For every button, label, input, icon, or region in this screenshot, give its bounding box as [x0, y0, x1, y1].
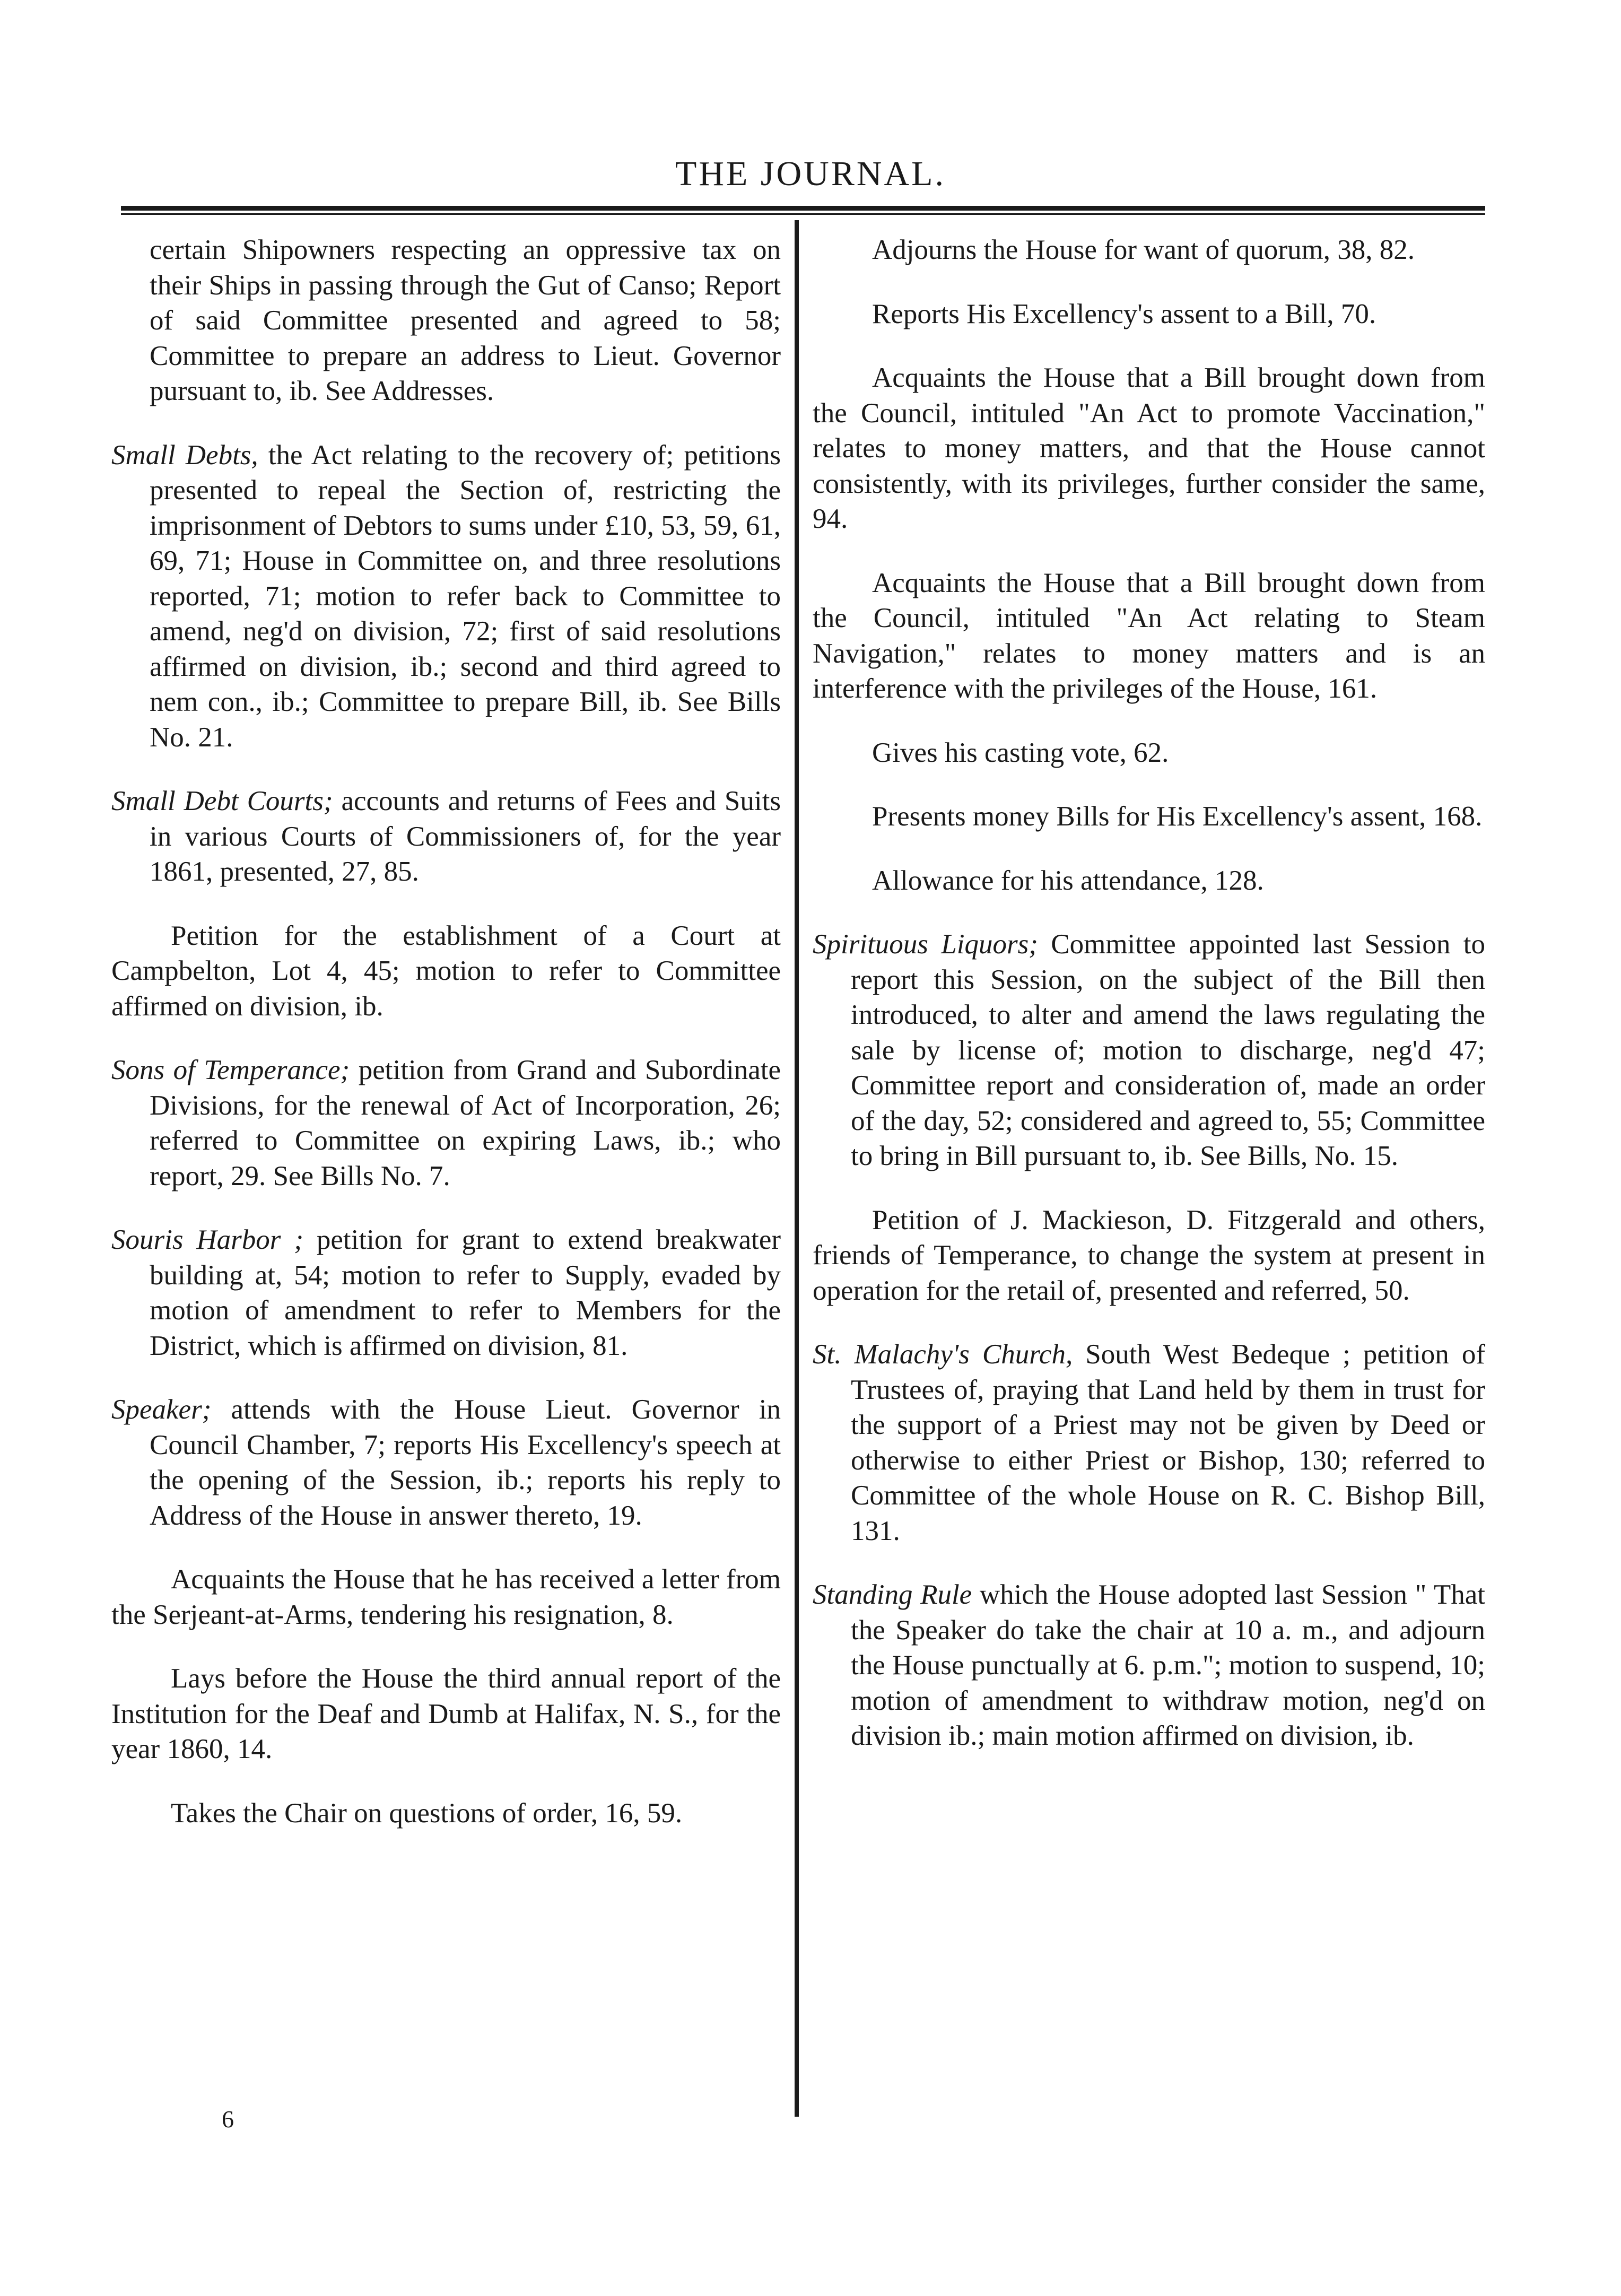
index-entry — [813, 863, 1485, 899]
entry-text: Gives his casting vote, 62. — [872, 737, 1169, 768]
index-entry — [813, 927, 1485, 1174]
index-entry — [813, 360, 1485, 537]
entry-text: Petition of J. Mackieson, D. Fitzgerald and others, friends of Temperance, to change the system at present in operation for the retail of, presented and referred, 50. — [813, 1204, 1485, 1306]
index-entry — [111, 1222, 781, 1363]
index-entry — [111, 1053, 781, 1194]
header-rule-thin — [121, 213, 1485, 215]
entry-text: Committee appointed last Session to report this Session, on the subject of the Bill then introduced, to alter and amend the laws regulating the sale by license of; motion to discharge, neg'd 47; Committee report and consideration of, made an order of the day, 52; considered and agreed to, 55; Committee to bring in Bill pursuant to, ib. See Bills, No. 15. — [851, 929, 1485, 1171]
entry-text: South West Bedeque ; petition of Trustees of, praying that Land held by them in trust for the support of a Priest may not be given by Deed or otherwise to either Priest or Bishop, 130; referred to Committee of the whole House on R. C. Bishop Bill, 131. — [851, 1339, 1485, 1546]
entry-text: Petition for the establishment of a Court at Campbelton, Lot 4, 45; motion to refer to Committee affirmed on division, ib. — [111, 920, 781, 1022]
index-entry — [813, 1203, 1485, 1309]
entry-text: Lays before the House the third annual report of the Institution for the Deaf and Dumb at Halifax, N. S., for the year 1860, 14. — [111, 1663, 781, 1764]
left-column — [111, 232, 781, 1859]
entry-heading: Souris Harbor ; — [111, 1224, 303, 1255]
page-title: THE JOURNAL. — [675, 154, 946, 193]
header-rule — [121, 206, 1485, 211]
index-entry — [813, 799, 1485, 834]
entry-text: Acquaints the House that a Bill brought down from the Council, intituled "An Act relating to Steam Navigation," relates to money matters and is an interference with the privileges of the House, 161. — [813, 567, 1485, 704]
index-entry — [813, 232, 1485, 268]
index-entry — [111, 918, 781, 1024]
index-entry — [813, 1337, 1485, 1549]
index-entry — [813, 297, 1485, 332]
entry-text: Reports His Excellency's assent to a Bill, 70. — [872, 298, 1376, 329]
entry-text: Acquaints the House that a Bill brought down from the Council, intituled "An Act to promote Vaccination," relates to money matters, and that the House cannot consistently, with its privileges, further consider the same, 94. — [813, 362, 1485, 534]
index-entry — [813, 1577, 1485, 1754]
entry-text: Takes the Chair on questions of order, 16, 59. — [171, 1797, 683, 1829]
right-column — [813, 232, 1485, 1782]
entry-text: Presents money Bills for His Excellency's assent, 168. — [872, 801, 1483, 832]
entry-heading: Sons of Temperance; — [111, 1055, 350, 1085]
entry-text: petition from Grand and Subordinate Divisions, for the renewal of Act of Incorporation, 26; referred to Committee on expiring Laws, ib.; who report, 29. See Bills No. 7. — [150, 1055, 781, 1192]
index-entry — [111, 1661, 781, 1767]
column-divider — [795, 220, 799, 2117]
entry-text: attends with the House Lieut. Governor in Council Chamber, 7; reports His Excellency's speech at the opening of the Session, ib.; reports his reply to Address of the House in answer thereto, 19. — [150, 1394, 781, 1531]
entry-text: certain Shipowners respecting an oppressive tax on their Ships in passing through the Gut of Canso; Report of said Committee presented and agreed to 58; Committee to prepare an address to Lieut. Governor pursuant to, ib. See Addresses. — [150, 234, 781, 406]
index-entry — [813, 735, 1485, 771]
entry-heading: Small Debts, — [111, 439, 258, 471]
page-number: 6 — [222, 2106, 234, 2133]
entry-heading: Spirituous Liquors; — [813, 929, 1038, 960]
entry-heading: St. Malachy's Church, — [813, 1339, 1073, 1370]
entry-text: Allowance for his attendance, 128. — [872, 865, 1264, 896]
entry-text: Adjourns the House for want of quorum, 38, 82. — [872, 234, 1415, 265]
index-entry — [111, 438, 781, 755]
entry-text: accounts and returns of Fees and Suits in various Courts of Commissioners of, for the year 1861, presented, 27, 85. — [150, 786, 781, 887]
entry-text: Acquaints the House that he has received a letter from the Serjeant-at-Arms, tendering his resignation, 8. — [111, 1564, 781, 1630]
entry-heading: Small Debt Courts; — [111, 786, 333, 816]
entry-text: petition for grant to extend breakwater building at, 54; motion to refer to Supply, evaded by motion of amendment to refer to Members for the District, which is affirmed on division, 81. — [150, 1224, 781, 1361]
index-entry — [111, 784, 781, 890]
index-entry — [111, 232, 781, 409]
entry-text: the Act relating to the recovery of; petitions presented to repeal the Section of, restricting the imprisonment of Debtors to sums under £10, 53, 59, 61, 69, 71; House in Committee on, and three resolutions reported, 71; motion to refer back to Committee to amend, neg'd on division, 72; first of said resolutions affirmed on division, ib.; second and third agreed to nem con., ib.; Committee to prepare Bill, ib. See Bills No. 21. — [150, 439, 781, 753]
index-entry — [111, 1796, 781, 1831]
entry-heading: Speaker; — [111, 1394, 212, 1425]
index-entry — [813, 566, 1485, 707]
entry-heading: Standing Rule — [813, 1579, 972, 1610]
index-entry — [111, 1392, 781, 1533]
index-entry — [111, 1562, 781, 1632]
entry-text: which the House adopted last Session " That the Speaker do take the chair at 10 a. m., and adjourn the House punctually at 6. p.m."; motion to suspend, 10; motion of amendment to withdraw motion, neg'd on division ib.; main motion affirmed on division, ib. — [851, 1579, 1485, 1751]
